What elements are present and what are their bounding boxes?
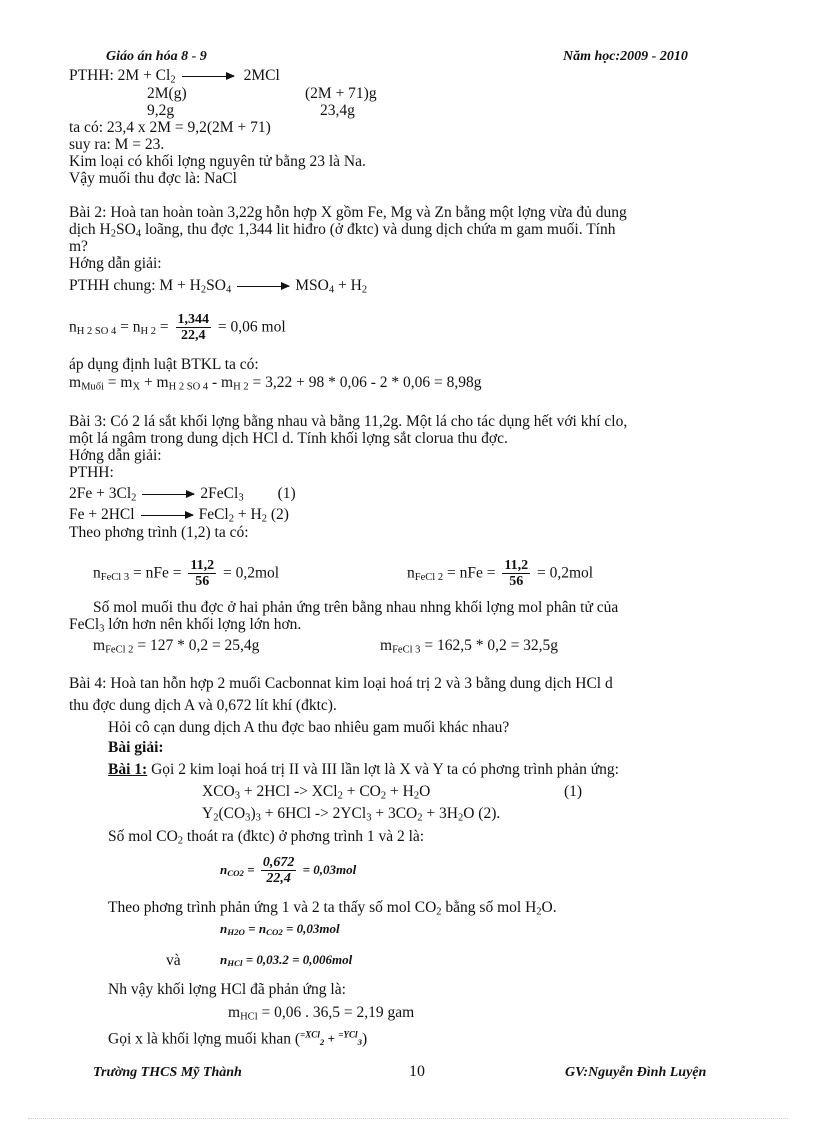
text-line: và: [166, 952, 181, 969]
footer-left: Trường THCS Mỹ Thành: [93, 1065, 242, 1080]
text-line: Vậy muối thu đợc là: NaCl: [69, 170, 237, 187]
equation-line-3a: 9,2g: [147, 102, 175, 119]
formula-line: $m_{FeCl 3} = 162,5 * 0,2 = 32,5g$: [380, 637, 559, 656]
header-left: Giáo án hóa 8 - 9: [106, 49, 207, 64]
text-line: Gọi x là khối lợng muối khan ($^{=XCl}_2$ + $^{=YCl}_3$): [108, 1030, 368, 1048]
text-line: áp dụng định luật BTKL ta có:: [69, 356, 259, 373]
text-line: Theo phơng trình (1,2) ta có:: [69, 524, 249, 541]
formula-line: $n_{H2O} = n_{CO2} = 0,03mol$: [220, 921, 340, 938]
formula-line: $m_{FeCl 2} = 127 * 0,2 = 25,4g$: [93, 637, 260, 656]
formula-line: $m_{Muối} = m_X + m_{H 2 SO 4} - m_{H 2} = 3,22 + 98 * 0,06 - 2 * 0,06 = 8,98g$: [69, 374, 482, 393]
formula-line: $n_{FeCl 2}$ = nFe = $\frac{11,2}{56}$ = 0,2mol: [407, 558, 594, 590]
solution-heading: Hớng dẫn giải:: [69, 447, 162, 464]
text-line: m?: [69, 238, 88, 255]
problem-4-statement: thu đợc dung dịch A và 0,672 lít khí (đktc).: [69, 697, 337, 714]
header-right: Năm học:2009 - 2010: [563, 49, 688, 64]
equation-line: $2Fe + 3Cl_2$ 2FeCl$_3$ (1): [69, 485, 296, 504]
text-line: FeCl$_3$ lớn hơn nên khối lợng lớn hơn.: [69, 616, 302, 635]
arrow-icon: [237, 286, 289, 287]
fraction: $\frac{0,672}{22,4}$: [262, 855, 295, 887]
problem-4-statement: Bài 4: Hoà tan hỗn hợp 2 muối Cacbonnat kim loại hoá trị 2 và 3 bằng dung dịch HCl d: [69, 675, 613, 692]
text-line: Theo phơng trình phản ứng 1 và 2 ta thấy số mol $CO_2$ bằng số mol $H_2O$.: [108, 899, 557, 918]
equation-line: $XCO_3 + 2HCl -> XCl_2 + CO_2 + H_2O$: [202, 783, 431, 802]
problem-3-statement: Bài 3: Có 2 lá sắt khối lợng bằng nhau và bằng 11,2g. Một lá cho tác dụng hết với khí clo,: [69, 413, 628, 430]
formula-line: $n_{H 2 SO 4} = n_{H 2}$ = $\frac{1,344}{22,4}$ = 0,06 mol: [69, 312, 286, 344]
equation-line: Fe + 2HCl FeCl$_2$ + $H_2$ (2): [69, 506, 289, 525]
solution-heading: Bài giải:: [108, 739, 164, 756]
equation-line: PTHH chung: $M + H_2SO_4$ $MSO_4 + H_2$: [69, 277, 368, 296]
formula-line: $n_{CO2}$ = $\frac{0,672}{22,4}$ = 0,03mol: [220, 855, 357, 887]
arrow-icon: [141, 515, 193, 516]
page-number: 10: [409, 1063, 425, 1080]
fraction: $\frac{11,2}{56}$: [504, 558, 529, 590]
text-line: Kim loại có khối lợng nguyên tử bằng 23 là Na.: [69, 153, 366, 170]
formula-line: $n_{HCl} = 0,03.2 = 0,006mol$: [220, 952, 353, 969]
formula-line: $n_{FeCl 3}$ = nFe = $\frac{11,2}{56}$ = 0,2mol: [93, 558, 280, 590]
text-line: PTHH:: [69, 464, 114, 481]
arrow-icon: [182, 76, 234, 77]
equation-line-3b: 23,4g: [320, 102, 355, 119]
fraction: $\frac{1,344}{22,4}$: [177, 312, 210, 344]
text-line: Hỏi cô cạn dung dịch A thu đợc bao nhiêu gam muối khác nhau?: [108, 719, 510, 736]
formula-line: $m_{HCl} = 0,06$ . 36,5 = 2,19 gam: [228, 1004, 415, 1023]
equation-line-2b: (2M + 71)g: [305, 85, 377, 102]
page-divider: [28, 1118, 788, 1119]
solution-heading: Hớng dẫn giải:: [69, 255, 162, 272]
equation-number: (1): [564, 783, 583, 800]
text-line: Nh vậy khối lợng HCl đã phản ứng là:: [108, 981, 346, 998]
text-line: Số mol muối thu đợc ở hai phản ứng trên bằng nhau nhng khối lợng mol phân tử của: [93, 599, 619, 616]
text-line: ta có: 23,4 x 2M = 9,2(2M + 71): [69, 119, 271, 136]
problem-2-statement: dịch $H_2SO_4$ loãng, thu đợc 1,344 lit hiđro (ở đktc) và dung dịch chứa m gam muối. Tính: [69, 221, 616, 240]
text-line: Số mol $CO_2$ thoát ra (đktc) ở phơng trình 1 và 2 là:: [108, 828, 425, 847]
arrow-icon: [142, 494, 194, 495]
problem-2-statement: Bài 2: Hoà tan hoàn toàn 3,22g hỗn hợp X gồm Fe, Mg và Zn bằng một lợng vừa đủ dung: [69, 204, 627, 221]
text-line: Bài 1: Gọi 2 kim loại hoá trị II và III lần lợt là X và Y ta có phơng trình phản ứng:: [108, 761, 619, 778]
equation-line: $Y_2(CO_3)_3 + 6HCl -> 2YCl_3 + 3CO_2 + 3H_2O$ (2).: [202, 805, 501, 824]
equation-line-2a: 2M(g): [147, 85, 187, 102]
equation-line-1: PTHH: $2M + Cl_2$ 2MCl: [69, 67, 280, 86]
fraction: $\frac{11,2}{56}$: [190, 558, 215, 590]
footer-right: GV:Nguyễn Đình Luyện: [565, 1065, 707, 1080]
problem-3-statement: một lá ngâm trong dung dịch HCl d. Tính khối lợng sắt clorua thu đợc.: [69, 430, 508, 447]
text-line: suy ra: M = 23.: [69, 136, 165, 153]
